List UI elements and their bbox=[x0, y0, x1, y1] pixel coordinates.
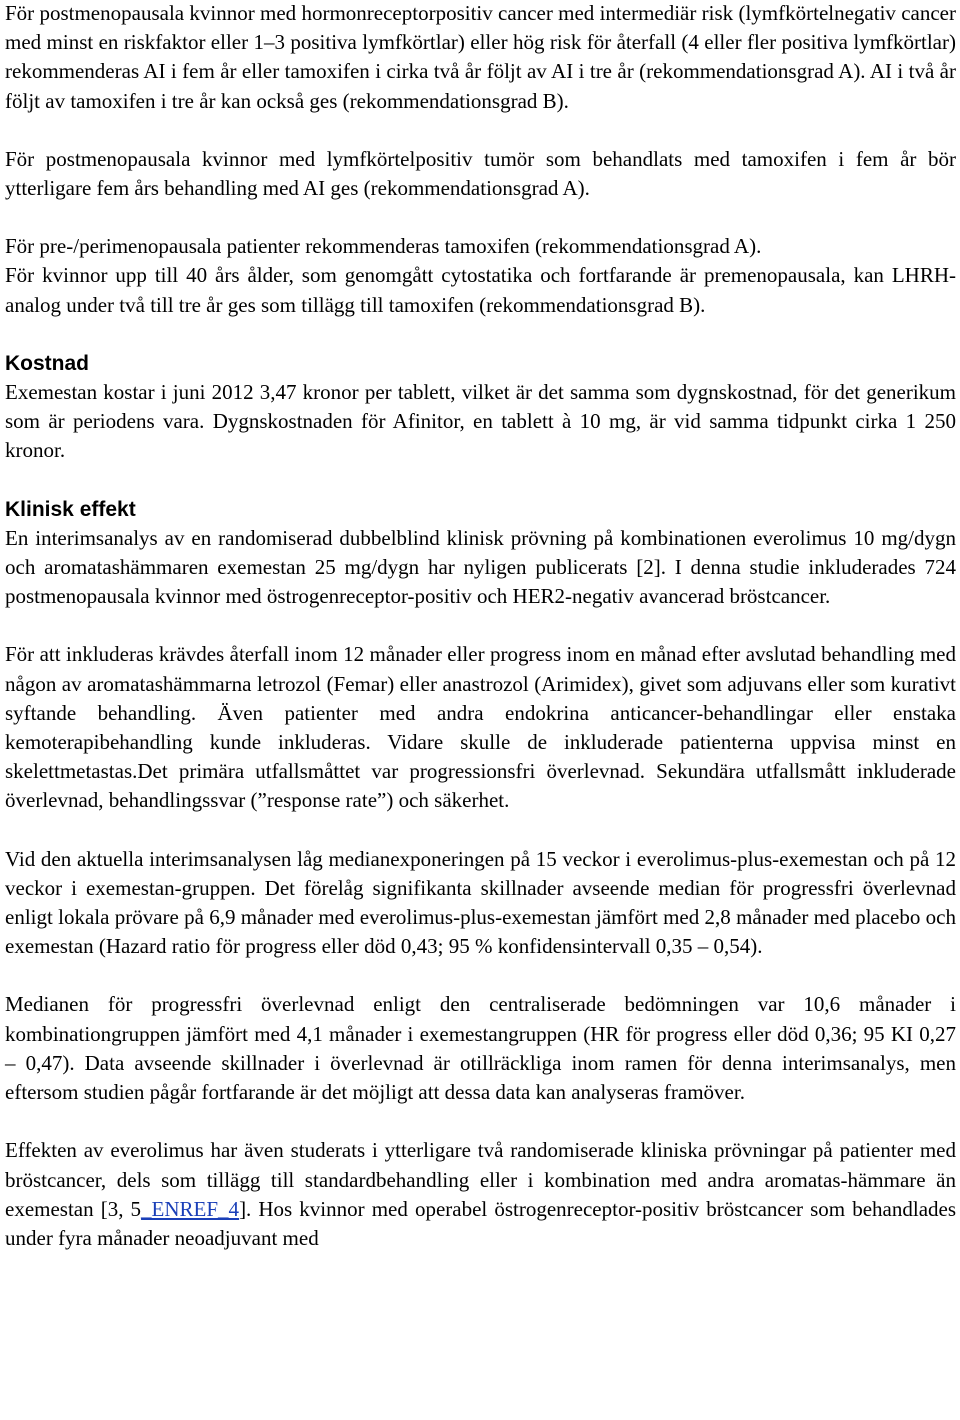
cost-heading: Kostnad bbox=[5, 351, 89, 375]
intro-paragraph-4: För kvinnor upp till 40 års ålder, som genomgått cytostatika och fortfarande är premenopausala, kan LHRH-analog under två till tre år ges som tillägg till tamoxifen (rekommendationsgrad B). bbox=[5, 263, 956, 317]
enref-4-link[interactable]: _ENREF_4 bbox=[141, 1196, 240, 1221]
cost-paragraph-part-b: Dygnskostnaden för Afinitor, en tablett à 10 mg, är vid samma tidpunkt cirka 1 250 kronor. bbox=[5, 409, 956, 463]
effect-paragraph-4: Medianen för progressfri överlevnad enligt den centraliserade bedömningen var 10,6 månader i kombinationgruppen jämfört med 4,1 månader i exemestangruppen (HR för progress eller död 0,36; 95 KI 0,27 – 0,47). Data avseende skillnader i överlevnad är otillräckliga inom ramen för denna interimsanalys, men eftersom studien pågår fortfarande är det möjligt att dessa data kan analyseras framöver. bbox=[5, 992, 956, 1105]
intro-paragraph-3: För pre-/perimenopausala patienter rekommenderas tamoxifen (rekommendationsgrad A). bbox=[5, 234, 762, 259]
cost-paragraph bbox=[5, 378, 956, 466]
intro-paragraph-1-part-a: För postmenopausala kvinnor med hormonreceptorpositiv cancer med intermediär risk (lymfkörtelnegativ cancer med minst en riskfaktor eller 1–3 positiva lymfkörtlar) eller hög risk för återfall (4 eller fler positiva lymfkörtlar) rekommenderas AI i fem år eller tamoxifen i cirka två år följt av AI i tre år (rekommendationsgrad A). bbox=[5, 1, 956, 84]
intro-paragraph-1-part-b: AI i två år följt av tamoxifen i tre år kan också ges (rekommendationsgrad B). bbox=[5, 59, 956, 113]
cost-paragraph-part-a: Exemestan kostar i juni 2012 3,47 kronor per tablett, vilket är det samma som dygnskostnad, för det generikum som är periodens vara. bbox=[5, 380, 956, 434]
intro-paragraph-1 bbox=[5, 0, 956, 116]
effect-paragraph-5 bbox=[5, 1136, 956, 1253]
intro-paragraph-2: För postmenopausala kvinnor med lymfkörtelpositiv tumör som behandlats med tamoxifen i fem år bör ytterligare fem års behandling med AI ges (rekommendationsgrad A). bbox=[5, 146, 956, 201]
effect-paragraph-2: För att inkluderas krävdes återfall inom 12 månader eller progress inom en månad efter avslutad behandling med någon av aromatashämmarna letrozol (Femar) eller anastrozol (Arimidex), givet som adjuvans eller som kurativt syftande behandling. Även patienter med andra endokrina anticancer-behandlingar eller enstaka kemoterapibehandling kunde inkluderas. Vidare skulle de inkluderade patienterna uppvisa minst en skelettmetastas.Det primära utfallsmåttet var progressionsfri överlevnad. Sekundära utfallsmått inkluderade överlevnad, behandlingssvar (”response rate”) och säkerhet. bbox=[5, 642, 956, 813]
effect-paragraph-3: Vid den aktuella interimsanalysen låg medianexponeringen på 15 veckor i everolimus-plus-exemestan och på 12 veckor i exemestan-gruppen. Det förelåg signifikanta skillnader avseende median för progressfri överlevnad enligt lokala prövare på 6,9 månader med everolimus-plus-exemestan jämfört med 2,8 månader med placebo och exemestan (Hazard ratio för progress eller död 0,43; 95 % konfidensintervall 0,35 – 0,54). bbox=[5, 846, 956, 959]
document-page bbox=[5, 0, 956, 1253]
effect-paragraph-1: En interimsanalys av en randomiserad dubbelblind klinisk prövning på kombinationen everolimus 10 mg/dygn och aromatashämmaren exemestan 25 mg/dygn har nyligen publicerats [2]. I denna studie inkluderades 724 postmenopausala kvinnor med östrogenreceptor-positiv och HER2-negativ avancerad bröstcancer. bbox=[5, 525, 956, 609]
effect-paragraph-5-text-before: Effekten av everolimus har även studerats i ytterligare två randomiserade kliniska prövningar på patienter med bröstcancer, dels som tillägg till standardbehandling eller i kombination med andra aromatas-hämmare än exemestan [3, 5 bbox=[5, 1138, 956, 1221]
clinical-effect-heading: Klinisk effekt bbox=[5, 497, 136, 521]
effect-paragraph-5-text-after: ]. Hos kvinnor med operabel östrogenreceptor-positiv bröstcancer som behandlades under fyra månader neoadjuvant med bbox=[5, 1196, 957, 1250]
